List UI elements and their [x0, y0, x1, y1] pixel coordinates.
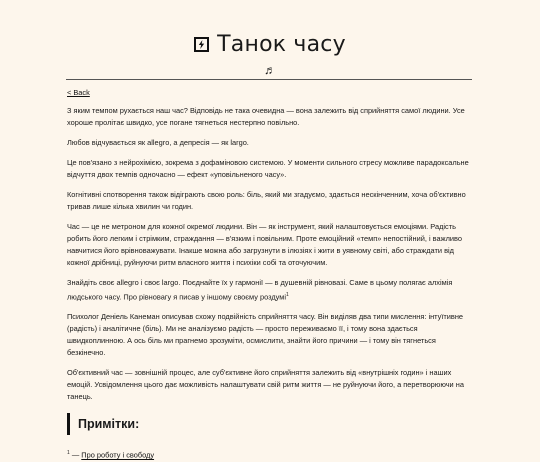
paragraph: Когнітивні спотворення також відіграють свою роль: біль, який ми згадуємо, здається нескінченним, хоча об'єктивно тривав лише кілька хвилин чи годин.: [67, 190, 466, 211]
page-header: [0, 0, 540, 77]
lightning-square-icon: [194, 37, 209, 52]
music-note-icon: ♬: [264, 63, 276, 77]
back-link[interactable]: < Back: [67, 88, 90, 97]
notes-title: Примітки:: [78, 417, 140, 432]
paragraph: Об'єктивний час — зовнішній процес, але суб'єктивне його сприйняття залежить від «внутрішніх годин» і наших емоцій. Усвідомлення цього дає можливість налаштувати свій ритм життя — не руйнуючи його, а перетворюючи на танець.: [67, 368, 464, 402]
paragraph: Психолог Деніель Канеман описував схожу подвійність сприйняття часу. Він виділяв два типи мислення: інтуїтивне (радість) і аналітичне (біль). Ми не аналізуємо радість — просто переживаємо її, і тому вона здається швидкоплинною. А ось біль ми прагнемо зрозуміти, осмислити, знайти його причини — і тому він тягнеться безкінечно.: [67, 312, 464, 358]
page-title: Танок часу: [217, 32, 346, 57]
paragraph: Любов відчувається як allegro, а депресія — як largo.: [67, 138, 249, 147]
footnote-ref[interactable]: 1: [286, 292, 289, 298]
header-divider: [66, 79, 472, 80]
paragraph: Це пов'язано з нейрохімією, зокрема з дофаміновою системою. У моменти сильного стресу можливе парадоксальне відчуття двох темпів одночасно — ефект «уповільненого часу».: [67, 158, 469, 179]
article-content: [67, 87, 472, 462]
paragraph: Час — це не метроном для кожної окремої людини. Він — як інструмент, який налаштовується емоціями. Радість робить його легким і стрімким, страждання — в'язким і повільним. Проте емоційний «темп» непостійний, і важливо навчитися його врівноважувати. Інакше можна або загрузнути в ілюзіях і жити в уявному світі, або страждати від кожної дрібниці, руйнуючи ритм власного життя і психіки собі та оточуючим.: [67, 222, 462, 267]
paragraph: З яким темпом рухається наш час? Відповідь не така очевидна — вона залежить від сприйняття самої людини. Усе хороше пролітає швидко, усе погане тягнеться нестерпно повільно.: [67, 106, 465, 127]
paragraph-with-footnote: [67, 277, 472, 303]
paragraph-text: Знайдіть своє allegro і своє largo. Поєднайте їх у гармонії — в душевній рівновазі. Саме в цьому полягає алхімія людського часу. Про рівновагу я писав у іншому своєму роздумі: [67, 278, 453, 302]
notes-heading-block: [67, 413, 472, 435]
footnote-link[interactable]: Про роботу і свободу: [81, 450, 155, 460]
footnote-number: 1: [67, 450, 70, 457]
footnote-item: [67, 447, 472, 461]
footnote-dash: —: [71, 450, 82, 460]
title-row: [0, 32, 540, 57]
